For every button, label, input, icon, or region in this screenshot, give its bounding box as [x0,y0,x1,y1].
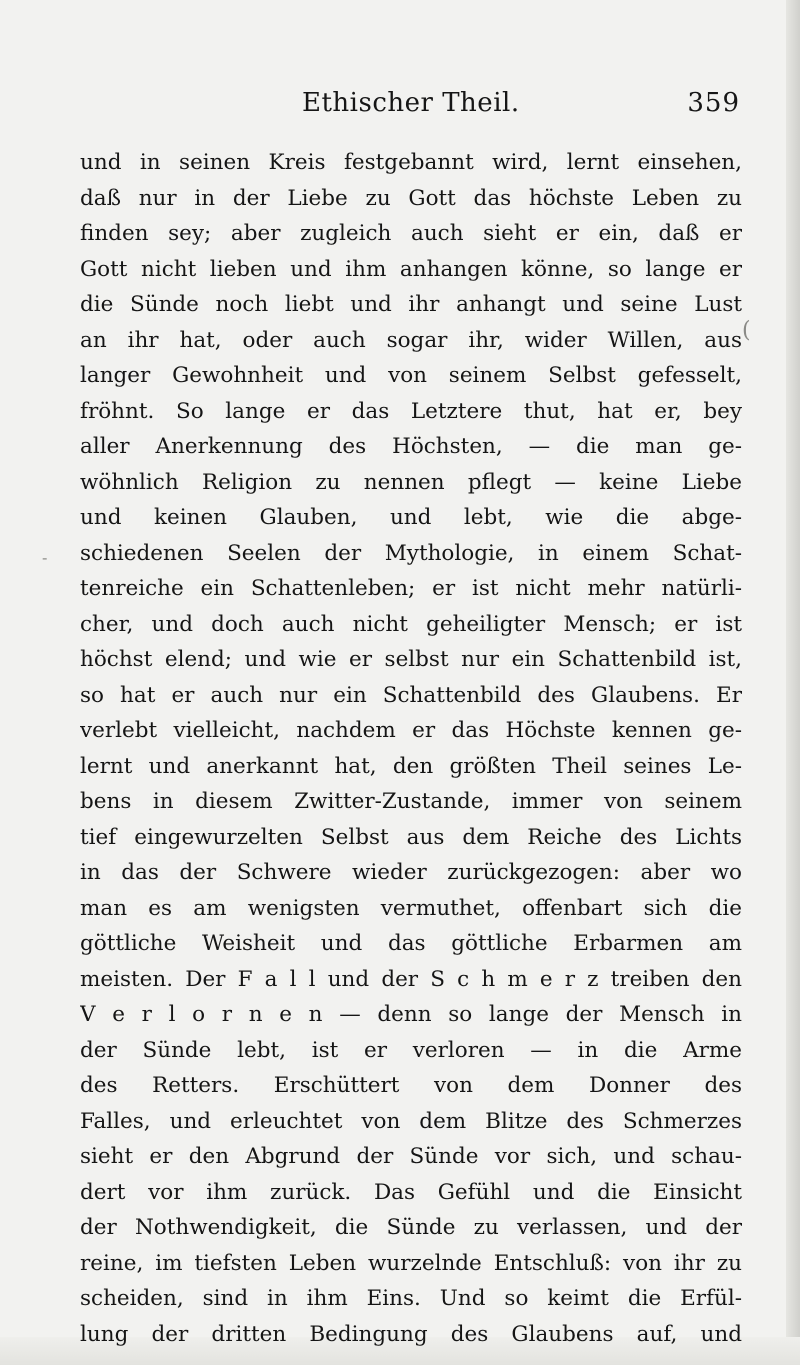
text-line: Gott nicht lieben und ihm anhangen könne, so lange er [80,256,742,282]
text-line: der Sünde lebt, ist er verloren — in die Arme [80,1037,742,1063]
text-line: man es am wenigsten vermuthet, offenbart sich die [80,895,742,921]
page-edge-shadow [786,0,800,1365]
text-line: meisten. Der F a l l und der S c h m e r z treiben den [80,966,742,992]
text-line: göttliche Weisheit und das göttliche Erbarmen am [80,931,742,956]
body-text [80,145,742,1352]
text-line: so hat er auch nur ein Schattenbild des Glaubens. Er [80,682,742,708]
text-line: daß nur in der Liebe zu Gott das höchste Leben zu [80,185,742,211]
text-line: lung der dritten Bedingung des Glaubens auf, und [80,1321,742,1347]
text-line: tief eingewurzelten Selbst aus dem Reiche des Lichts [80,824,742,850]
text-line: langer Gewohnheit und von seinem Selbst gefesselt, [80,363,742,388]
text-line: und keinen Glauben, und lebt, wie die abge- [80,505,742,530]
margin-smudge: ( [742,318,751,343]
text-line: aller Anerkennung des Höchsten, — die man ge- [80,434,742,459]
text-line: an ihr hat, oder auch sogar ihr, wider Willen, aus [80,327,742,353]
text-line: verlebt vielleicht, nachdem er das Höchste kennen ge- [80,718,742,743]
text-line: cher, und doch auch nicht geheiligter Mensch; er ist [80,611,742,637]
text-line: und in seinen Kreis festgebannt wird, lernt einsehen, [80,150,742,175]
margin-smudge: - [42,548,48,567]
text-line: die Sünde noch liebt und ihr anhangt und seine Lust [80,292,742,317]
text-line: Falles, und erleuchtet von dem Blitze des Schmerzes [80,1108,742,1134]
text-line: reine, im tiefsten Leben wurzelnde Entschluß: von ihr zu [80,1250,742,1276]
text-line: schiedenen Seelen der Mythologie, in einem Schat- [80,540,742,566]
running-head: Ethischer Theil. [302,88,520,118]
text-line: sieht er den Abgrund der Sünde vor sich, und schau- [80,1144,742,1169]
text-line: wöhnlich Religion zu nennen pflegt — keine Liebe [80,469,742,495]
text-line: des Retters. Erschüttert von dem Donner des [80,1073,742,1098]
text-line: bens in diesem Zwitter-Zustande, immer von seinem [80,789,742,814]
text-line: in das der Schwere wieder zurückgezogen: aber wo [80,860,742,885]
text-line: finden sey; aber zugleich auch sieht er ein, daß er [80,221,742,246]
page-number: 359 [687,88,740,118]
page-header [80,88,740,128]
text-line: höchst elend; und wie er selbst nur ein Schattenbild ist, [80,647,742,672]
text-line: der Nothwendigkeit, die Sünde zu verlassen, und der [80,1215,742,1240]
text-line: scheiden, sind in ihm Eins. Und so keimt die Erfül- [80,1286,742,1311]
text-line: dert vor ihm zurück. Das Gefühl und die Einsicht [80,1179,742,1205]
text-line: V e r l o r n e n — denn so lange der Mensch in [80,1002,742,1027]
text-line: lernt und anerkannt hat, den größten Theil seines Le- [80,753,742,779]
text-line: tenreiche ein Schattenleben; er ist nicht mehr natürli- [80,576,742,601]
text-line: fröhnt. So lange er das Letztere thut, hat er, bey [80,398,742,424]
